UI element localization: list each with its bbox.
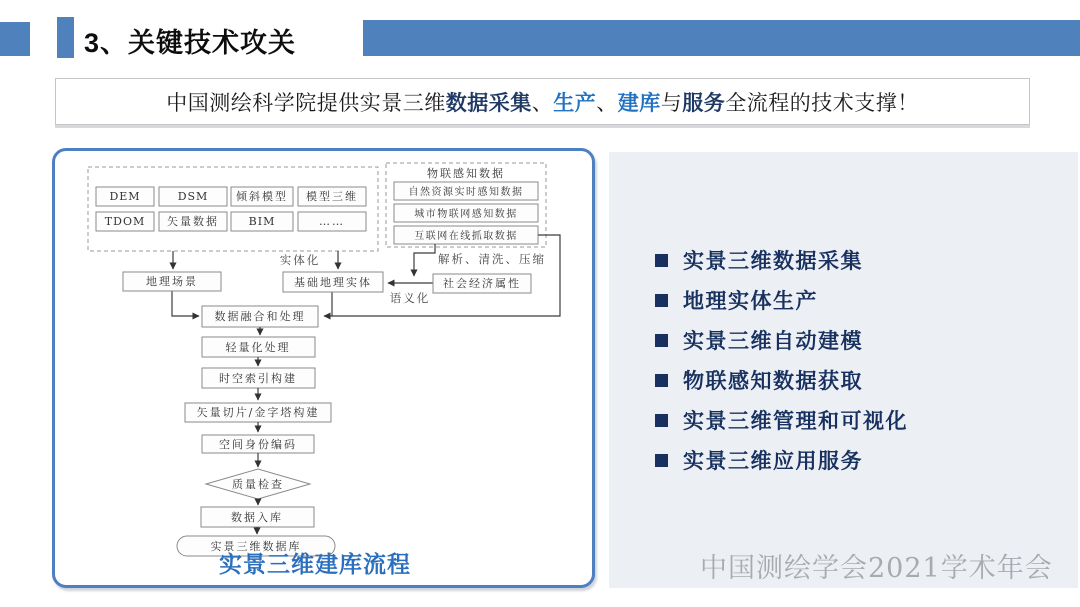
label-semantization: 语义化	[389, 291, 431, 305]
arrow-iot-to-semantic-line	[414, 244, 435, 276]
bullet-label: 实景三维自动建模	[683, 330, 863, 353]
subtitle-seg-highlight: 建库	[617, 91, 661, 115]
node-vector-data: 矢量数据	[167, 215, 219, 228]
subtitle-seg-plain: 、	[531, 91, 554, 115]
list-item	[655, 240, 908, 280]
accent-bar-right	[363, 20, 1080, 56]
bullet-label: 实景三维数据采集	[683, 250, 863, 273]
flowchart-panel	[52, 148, 595, 588]
subtitle-seg-highlight: 生产	[553, 91, 597, 115]
node-oblique-model: 倾斜模型	[236, 190, 288, 203]
subtitle-strip	[55, 78, 1030, 125]
subtitle-seg-plain: 与	[660, 91, 683, 115]
node-tdom: TDOM	[104, 215, 146, 228]
subtitle-seg-plain: 中国测绘科学院提供实景三维	[166, 91, 446, 115]
list-item	[655, 280, 908, 320]
node-model-3d: 模型三维	[306, 190, 358, 203]
list-item	[655, 320, 908, 360]
bullet-label: 地理实体生产	[683, 290, 818, 313]
subtitle-seg-highlight: 服务	[682, 91, 726, 115]
key-points-panel	[609, 152, 1078, 588]
node-tiles-pyramid: 矢量切片/金字塔构建	[196, 406, 320, 419]
square-bullet-icon	[655, 294, 668, 307]
subtitle-seg-plain: 、	[596, 91, 618, 115]
node-3d-database: 实景三维数据库	[210, 540, 302, 553]
node-quality-check: 质量检查	[232, 478, 284, 491]
node-data-loading: 数据入库	[231, 511, 283, 524]
list-item	[655, 400, 908, 440]
node-geo-scene: 地理场景	[146, 275, 198, 288]
square-bullet-icon	[655, 454, 668, 467]
node-internet-crawl-data: 互联网在线抓取数据	[414, 231, 518, 242]
bullet-label: 物联感知数据获取	[683, 370, 863, 393]
list-item	[655, 360, 908, 400]
node-city-iot-data: 城市物联网感知数据	[414, 209, 518, 220]
arrow-geoscene-to-fusion	[172, 291, 199, 316]
square-bullet-icon	[655, 334, 668, 347]
flowchart-caption: 实景三维建库流程	[219, 551, 411, 577]
conference-watermark: 中国测绘学会2021学术年会	[700, 553, 1053, 584]
subtitle-seg-highlight: 数据采集	[445, 91, 532, 115]
subtitle-seg-plain: 全流程的技术支撑！	[725, 91, 919, 115]
key-points-list	[655, 240, 908, 480]
page-title: 3、关键技术攻关	[84, 28, 297, 58]
square-bullet-icon	[655, 414, 668, 427]
node-natural-resource-data: 自然资源实时感知数据	[408, 187, 524, 198]
node-spatiotemporal-index: 时空索引构建	[219, 372, 297, 385]
source-data-group	[88, 167, 378, 251]
node-socio-economic: 社会经济属性	[443, 277, 521, 290]
label-parse-clean-compress: 解析、清洗、压缩	[438, 252, 546, 266]
accent-bar-left-inner	[57, 17, 74, 58]
node-data-fusion: 数据融合和处理	[214, 310, 306, 323]
iot-group-title: 物联感知数据	[427, 167, 505, 180]
accent-bar-left-outer	[0, 22, 30, 56]
bullet-label: 实景三维管理和可视化	[683, 410, 908, 433]
flowchart-diagram	[55, 155, 598, 561]
node-lightweight: 轻量化处理	[225, 341, 291, 354]
node-spatial-id-code: 空间身份编码	[219, 438, 297, 451]
node-dem: DEM	[109, 190, 141, 203]
bullet-label: 实景三维应用服务	[683, 450, 863, 473]
label-entitization: 实体化	[279, 253, 321, 267]
node-bim: BIM	[248, 215, 276, 228]
node-dsm: DSM	[177, 190, 209, 203]
node-ellipsis: ……	[319, 215, 345, 228]
list-item	[655, 440, 908, 480]
node-base-geo-entity: 基础地理实体	[294, 276, 372, 289]
square-bullet-icon	[655, 254, 668, 267]
square-bullet-icon	[655, 374, 668, 387]
